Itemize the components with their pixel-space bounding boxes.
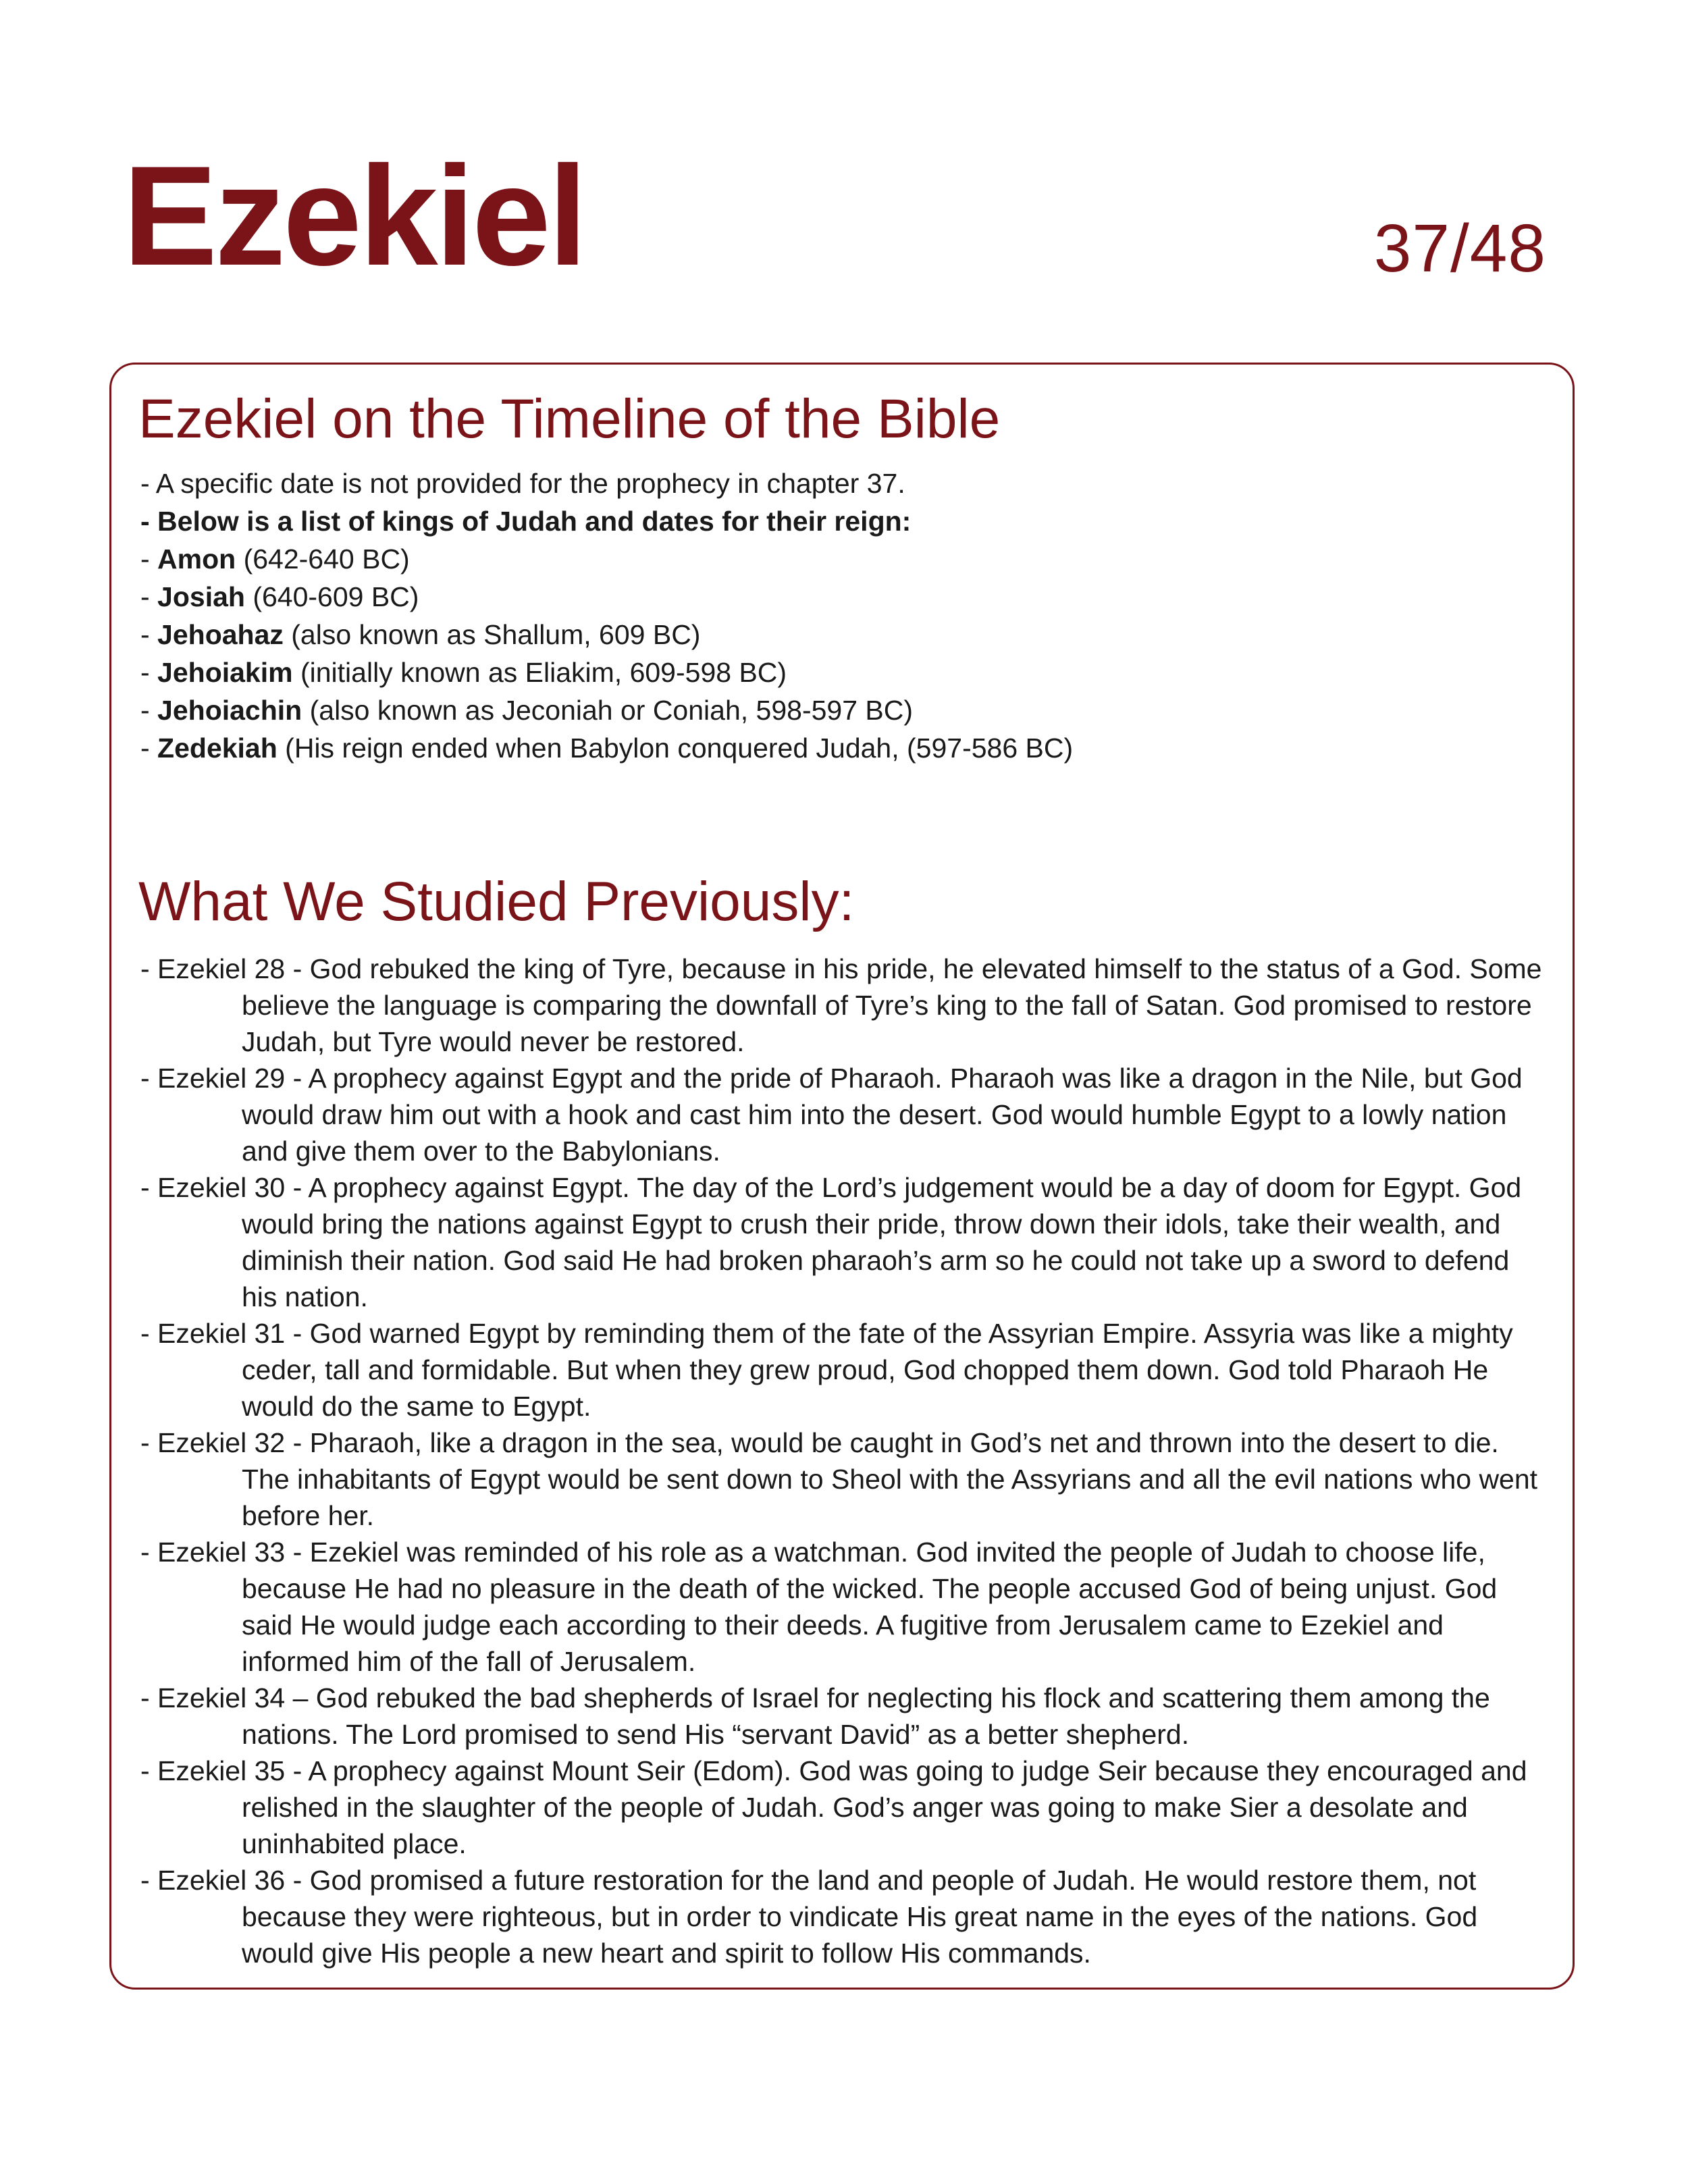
king-detail: (also known as Jeconiah or Coniah, 598-597 BC) xyxy=(302,695,914,726)
king-name: Jehoiakim xyxy=(157,657,293,688)
previous-list xyxy=(140,951,1545,1971)
chapter-summary-33: - Ezekiel 33 - Ezekiel was reminded of his role as a watchman. God invited the people of Judah to choose life, because He had no pleasure in the death of the wicked. The people accused God of being unjust. God said He would judge each according to their deeds. A fugitive from Jerusalem came to Ezekiel and informed him of the fall of Jerusalem. xyxy=(140,1537,1498,1677)
chapter-summary-29: - Ezekiel 29 - A prophecy against Egypt and the pride of Pharaoh. Pharaoh was like a dragon in the Nile, but God would draw him out with a hook and cast him into the desert. God would humble Egypt to a lowly nation and give them over to the Babylonians. xyxy=(140,1063,1523,1167)
king-item: - Jehoiachin (also known as Jeconiah or Coniah, 598-597 BC) xyxy=(140,695,914,726)
king-detail: (642-640 BC) xyxy=(236,543,410,575)
king-name: Amon xyxy=(157,543,236,575)
chapter-summary-34: - Ezekiel 34 – God rebuked the bad shepherds of Israel for neglecting his flock and scattering them among the nations. The Lord promised to send His “servant David” as a better shepherd. xyxy=(140,1682,1490,1750)
timeline-heading: Ezekiel on the Timeline of the Bible xyxy=(138,388,1001,450)
timeline-list xyxy=(140,464,1073,767)
king-detail: (initially known as Eliakim, 609-598 BC) xyxy=(292,657,787,688)
kings-list-intro: - Below is a list of kings of Judah and dates for their reign: xyxy=(140,506,912,537)
chapter-summary-28: - Ezekiel 28 - God rebuked the king of Tyre, because in his pride, he elevated himself to the status of a God. Some believe the language is comparing the downfall of Tyre’s king to the fall of Satan. God promised to restore Judah, but Tyre would never be restored. xyxy=(140,953,1542,1057)
king-item: - Amon (642-640 BC) xyxy=(140,543,410,575)
king-item: - Zedekiah (His reign ended when Babylon conquered Judah, (597-586 BC) xyxy=(140,733,1074,764)
chapter-summary-32: - Ezekiel 32 - Pharaoh, like a dragon in the sea, would be caught in God’s net and thrown into the desert to die. The inhabitants of Egypt would be sent down to Sheol with the Assyrians and all the evil nations who went before her. xyxy=(140,1427,1538,1531)
king-item: - Josiah (640-609 BC) xyxy=(140,581,419,612)
king-detail: (His reign ended when Babylon conquered Judah, (597-586 BC) xyxy=(277,733,1074,764)
king-name: Jehoiachin xyxy=(157,695,302,726)
king-item: - Jehoiakim (initially known as Eliakim, 609-598 BC) xyxy=(140,657,787,688)
chapter-summary-36: - Ezekiel 36 - God promised a future restoration for the land and people of Judah. He would restore them, not because they were righteous, but in order to vindicate His great name in the eyes of the nations. God would give His people a new heart and spirit to follow His commands. xyxy=(140,1865,1478,1969)
page-indicator: 37/48 xyxy=(1373,211,1546,286)
king-detail: (640-609 BC) xyxy=(244,581,419,612)
page-title: Ezekiel xyxy=(123,136,585,295)
timeline-intro: - A specific date is not provided for the prophecy in chapter 37. xyxy=(140,468,905,499)
king-item: - Jehoahaz (also known as Shallum, 609 BC) xyxy=(140,619,701,650)
king-detail: (also known as Shallum, 609 BC) xyxy=(283,619,701,650)
king-name: Josiah xyxy=(157,581,245,612)
chapter-summary-30: - Ezekiel 30 - A prophecy against Egypt. The day of the Lord’s judgement would be a day of doom for Egypt. God would bring the nations against Egypt to crush their pride, throw down their idols, take their wealth, and diminish their nation. God said He had broken pharaoh’s arm so he could not take up a sword to defend his nation. xyxy=(140,1172,1522,1312)
chapter-summary-31: - Ezekiel 31 - God warned Egypt by reminding them of the fate of the Assyrian Empire. Assyria was like a mighty ceder, tall and formidable. But when they grew proud, God chopped them down. God told Pharaoh He would do the same to Egypt. xyxy=(140,1318,1513,1422)
king-name: Jehoahaz xyxy=(157,619,284,650)
previous-heading: What We Studied Previously: xyxy=(138,871,855,932)
king-name: Zedekiah xyxy=(157,733,278,764)
chapter-summary-35: - Ezekiel 35 - A prophecy against Mount Seir (Edom). God was going to judge Seir because they encouraged and relished in the slaughter of the people of Judah. God’s anger was going to make Sier a desolate and uninhabited place. xyxy=(140,1755,1527,1859)
